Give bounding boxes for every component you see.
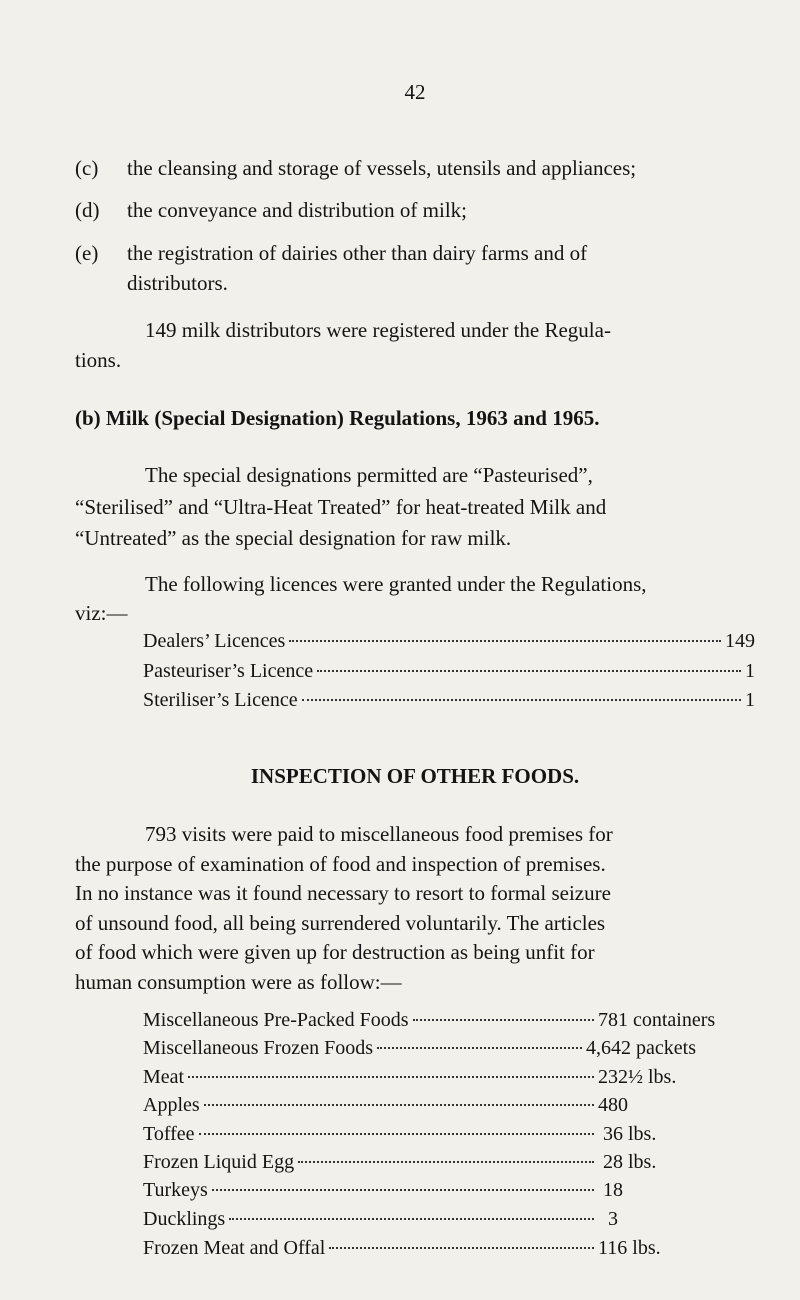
licence-name: Pasteuriser’s Licence bbox=[143, 660, 314, 682]
licence-row bbox=[143, 628, 755, 654]
dot-leader bbox=[289, 640, 721, 642]
dot-leader bbox=[413, 1019, 594, 1021]
food-row bbox=[143, 1149, 748, 1175]
dot-leader bbox=[302, 699, 741, 701]
food-row bbox=[143, 1206, 748, 1232]
licence-row bbox=[143, 658, 755, 684]
dot-leader bbox=[229, 1218, 594, 1220]
dot-leader bbox=[199, 1133, 594, 1135]
inspection-para-line5: of food which were given up for destruction as being unfit for bbox=[75, 940, 595, 964]
clause-c bbox=[75, 155, 636, 181]
food-name: Turkeys bbox=[143, 1179, 208, 1201]
licences-para-line1: The following licences were granted under the Regulations, bbox=[145, 572, 647, 596]
clause-c-label: (c) bbox=[75, 156, 99, 180]
inspection-para-line6: human consumption were as follow:— bbox=[75, 970, 402, 994]
designations-para-line1: The special designations permitted are “Pasteurised”, bbox=[145, 463, 593, 487]
food-quantity: 480 bbox=[598, 1094, 628, 1116]
licence-count: 149 bbox=[725, 630, 755, 652]
dot-leader bbox=[298, 1161, 594, 1163]
food-quantity: 4,642 packets bbox=[586, 1037, 696, 1059]
licence-count: 1 bbox=[745, 660, 755, 682]
special-designation-heading: (b) Milk (Special Designation) Regulations, 1963 and 1965. bbox=[75, 406, 600, 430]
designations-para-line3: “Untreated” as the special designation for raw milk. bbox=[75, 526, 512, 550]
food-quantity: 36 lbs. bbox=[603, 1123, 657, 1145]
licence-name: Dealers’ Licences bbox=[143, 630, 286, 652]
inspection-para-line4: of unsound food, all being surrendered voluntarily. The articles bbox=[75, 911, 606, 935]
inspection-heading: INSPECTION OF OTHER FOODS. bbox=[250, 764, 580, 788]
food-name: Ducklings bbox=[143, 1208, 226, 1230]
designations-para-line2: “Sterilised” and “Ultra-Heat Treated” for heat-treated Milk and bbox=[75, 495, 607, 519]
clause-d bbox=[75, 197, 467, 223]
food-row bbox=[143, 1177, 748, 1203]
food-row bbox=[143, 1035, 748, 1061]
registered-para-line1: 149 milk distributors were registered under the Regula- bbox=[145, 318, 611, 342]
licence-count: 1 bbox=[745, 689, 755, 711]
registered-para-line2: tions. bbox=[75, 348, 122, 372]
food-name: Meat bbox=[143, 1066, 185, 1088]
food-row bbox=[143, 1007, 748, 1033]
dot-leader bbox=[188, 1076, 594, 1078]
clause-e bbox=[75, 240, 587, 266]
licence-row bbox=[143, 687, 755, 713]
clause-d-label: (d) bbox=[75, 198, 100, 222]
dot-leader bbox=[204, 1104, 594, 1106]
food-row bbox=[143, 1235, 748, 1261]
food-name: Toffee bbox=[143, 1123, 195, 1145]
food-quantity: 18 bbox=[603, 1179, 623, 1201]
page-number: 42 bbox=[404, 80, 426, 104]
clause-e-text-line2: distributors. bbox=[127, 271, 228, 295]
food-quantity: 116 lbs. bbox=[598, 1237, 661, 1259]
food-name: Miscellaneous Pre-Packed Foods bbox=[143, 1009, 409, 1031]
dot-leader bbox=[212, 1189, 594, 1191]
food-row bbox=[143, 1092, 748, 1118]
food-quantity: 3 bbox=[608, 1208, 618, 1230]
food-quantity: 781 containers bbox=[598, 1009, 716, 1031]
food-name: Miscellaneous Frozen Foods bbox=[143, 1037, 373, 1059]
clause-c-text: the cleansing and storage of vessels, utensils and appliances; bbox=[127, 156, 637, 180]
food-name: Apples bbox=[143, 1094, 200, 1116]
dot-leader bbox=[329, 1247, 594, 1249]
dot-leader bbox=[377, 1047, 582, 1049]
food-name: Frozen Meat and Offal bbox=[143, 1237, 326, 1259]
licences-para-line2: viz:— bbox=[75, 601, 128, 625]
inspection-para-line2: the purpose of examination of food and inspection of premises. bbox=[75, 852, 606, 876]
food-quantity: 28 lbs. bbox=[603, 1151, 657, 1173]
inspection-para-line1: 793 visits were paid to miscellaneous food premises for bbox=[145, 822, 613, 846]
food-row bbox=[143, 1064, 748, 1090]
clause-d-text: the conveyance and distribution of milk; bbox=[127, 198, 467, 222]
food-quantity: 232½ lbs. bbox=[598, 1066, 677, 1088]
clause-e-label: (e) bbox=[75, 241, 99, 265]
dot-leader bbox=[317, 670, 741, 672]
food-name: Frozen Liquid Egg bbox=[143, 1151, 295, 1173]
food-row bbox=[143, 1121, 748, 1147]
inspection-para-line3: In no instance was it found necessary to resort to formal seizure bbox=[75, 881, 611, 905]
licence-name: Steriliser’s Licence bbox=[143, 689, 298, 711]
clause-e-text-line1: the registration of dairies other than dairy farms and of bbox=[127, 241, 588, 265]
